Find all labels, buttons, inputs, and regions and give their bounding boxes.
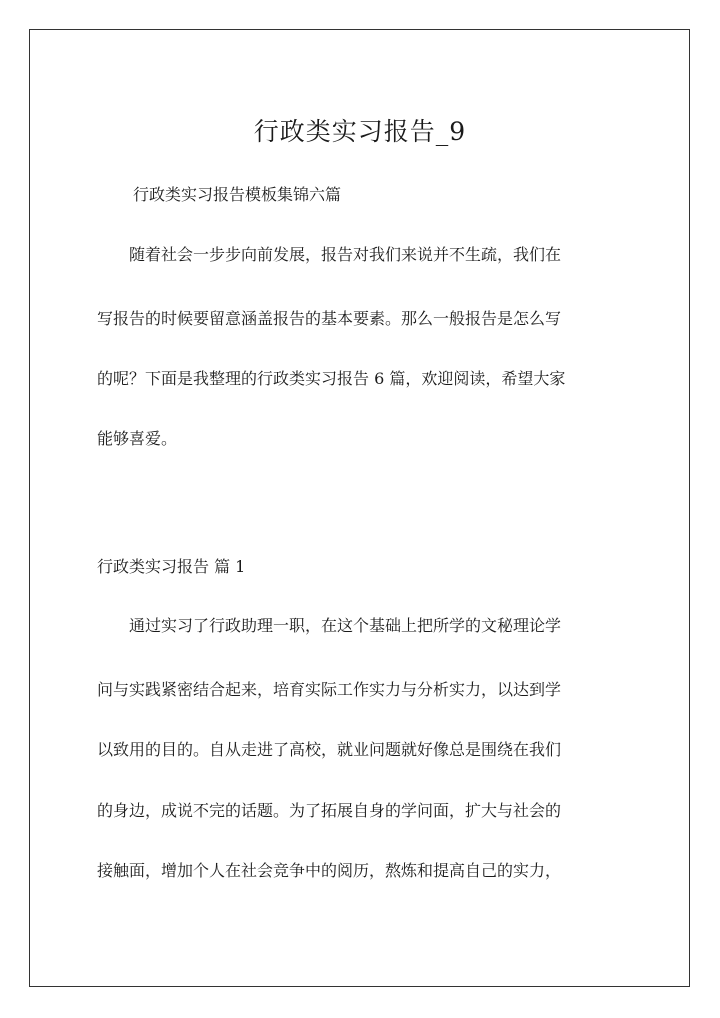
intro-line: [97, 431, 613, 447]
section-line: [97, 742, 613, 758]
intro-line-1: 随着社会一步步向前发展，报告对我们来说并不生疏，我们在: [129, 245, 562, 264]
section-line-5: 接触面，增加个人在社会竞争中的阅历，熬炼和提高自己的实力，: [97, 861, 562, 880]
section-heading: 行政类实习报告 篇 1: [97, 557, 246, 576]
intro-line: [97, 371, 613, 387]
intro-line-2: 写报告的时候要留意涵盖报告的基本要素。那么一般报告是怎么写: [97, 309, 562, 328]
intro-line: [97, 311, 613, 327]
document-title: 行政类实习报告_9: [253, 117, 467, 146]
section-line-1: 通过实习了行政助理一职，在这个基础上把所学的文秘理论学: [129, 616, 562, 635]
intro-line-4: 能够喜爱。: [97, 429, 178, 448]
section-line: [97, 863, 613, 879]
intro-line-3: 的呢？下面是我整理的行政类实习报告 6 篇，欢迎阅读，希望大家: [97, 369, 566, 388]
section-line: [97, 618, 613, 634]
section-line-4: 的身边，成说不完的话题。为了拓展自身的学问面，扩大与社会的: [97, 801, 562, 820]
section-line-2: 问与实践紧密结合起来，培育实际工作实力与分析实力，以达到学: [97, 680, 562, 699]
page-border: [29, 29, 690, 987]
intro-line: [97, 247, 613, 263]
section-line: [97, 803, 613, 819]
section-line-3: 以致用的目的。自从走进了高校，就业问题就好像总是围绕在我们: [97, 740, 562, 759]
document-subtitle: 行政类实习报告模板集锦六篇: [133, 185, 342, 204]
section-line: [97, 682, 613, 698]
